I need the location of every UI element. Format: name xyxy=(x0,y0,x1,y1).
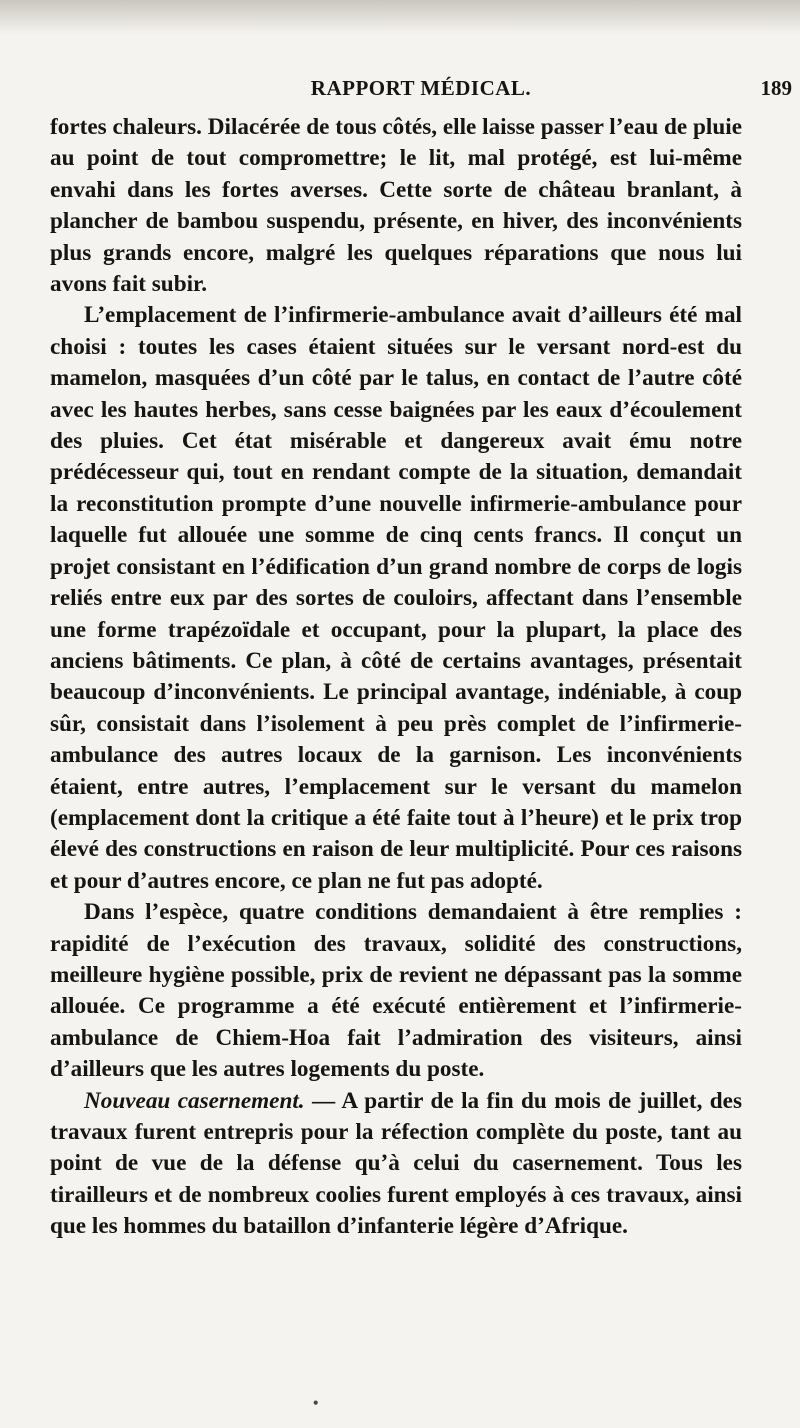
paragraph-new-barracks xyxy=(50,1086,742,1243)
scan-specks-decoration: ⠁ xyxy=(310,1398,330,1427)
section-title: Nouveau casernement. xyxy=(84,1087,305,1114)
page-number: 189 xyxy=(760,76,792,100)
page-header xyxy=(50,72,792,108)
running-head: RAPPORT MÉDICAL. xyxy=(310,76,532,100)
paragraph-continuation: fortes chaleurs. Dilacérée de tous côtés, elle laisse passer l’eau de pluie au point de tout compromettre; le lit, mal protégé, est lui-même envahi dans les fortes averses. Cette sorte de château branlant, à plancher de bambou suspendu, présente, en hiver, des inconvénients plus grands encore, malgré les quelques réparations que nous lui avons fait subir. xyxy=(50,114,742,298)
scan-edge-shadow xyxy=(0,0,800,34)
paragraph-conditions: Dans l’espèce, quatre conditions demandaient à être remplies : rapidité de l’exécution des travaux, solidité des constructions, meilleure hygiène possible, prix de revient ne dépassant pas la somme allouée. Ce programme a été exécuté entièrement et l’infirmerie-ambulance de Chiem-Hoa fait l’admiration des visiteurs, ainsi d’ailleurs que les autres logements du poste. xyxy=(50,899,742,1083)
body-text xyxy=(50,112,742,1243)
section-body: — A partir de la fin du mois de juillet, des travaux furent entrepris pour la réfection complète du poste, tant au point de vue de la défense qu’à celui du casernement. Tous les tirailleurs et de nombreux coolies furent employés à ces travaux, ainsi que les hommes du bataillon d’infanterie légère d’Afrique. xyxy=(50,1087,742,1240)
paragraph-infirmary-location: L’emplacement de l’infirmerie-ambulance avait d’ailleurs été mal choisi : toutes les cases étaient situées sur le versant nord-est du mamelon, masquées d’un côté par le talus, en contact de l’autre côté avec les hautes herbes, sans cesse baignées par les eaux d’écoulement des pluies. Cet état misérable et dangereux avait ému notre prédécesseur qui, tout en rendant compte de la situation, demandait la reconstitution prompte d’une nouvelle infirmerie-ambulance pour laquelle fut allouée une somme de cinq cents francs. Il conçut un projet consistant en l’édification d’un grand nombre de corps de logis reliés entre eux par des sortes de couloirs, affectant dans l’ensemble une forme trapézoïdale et occupant, pour la plupart, la place des anciens bâtiments. Ce plan, à côté de certains avantages, présentait beaucoup d’inconvénients. Le principal avantage, indéniable, à coup sûr, consistait dans l’isolement à peu près complet de l’infirmerie-ambulance des autres locaux de la garnison. Les inconvénients étaient, entre autres, l’emplacement sur le versant du mamelon (emplacement dont la critique a été faite tout à l’heure) et le prix trop élevé des constructions en raison de leur multiplicité. Pour ces raisons et pour d’autres encore, ce plan ne fut pas adopté. xyxy=(50,302,742,894)
